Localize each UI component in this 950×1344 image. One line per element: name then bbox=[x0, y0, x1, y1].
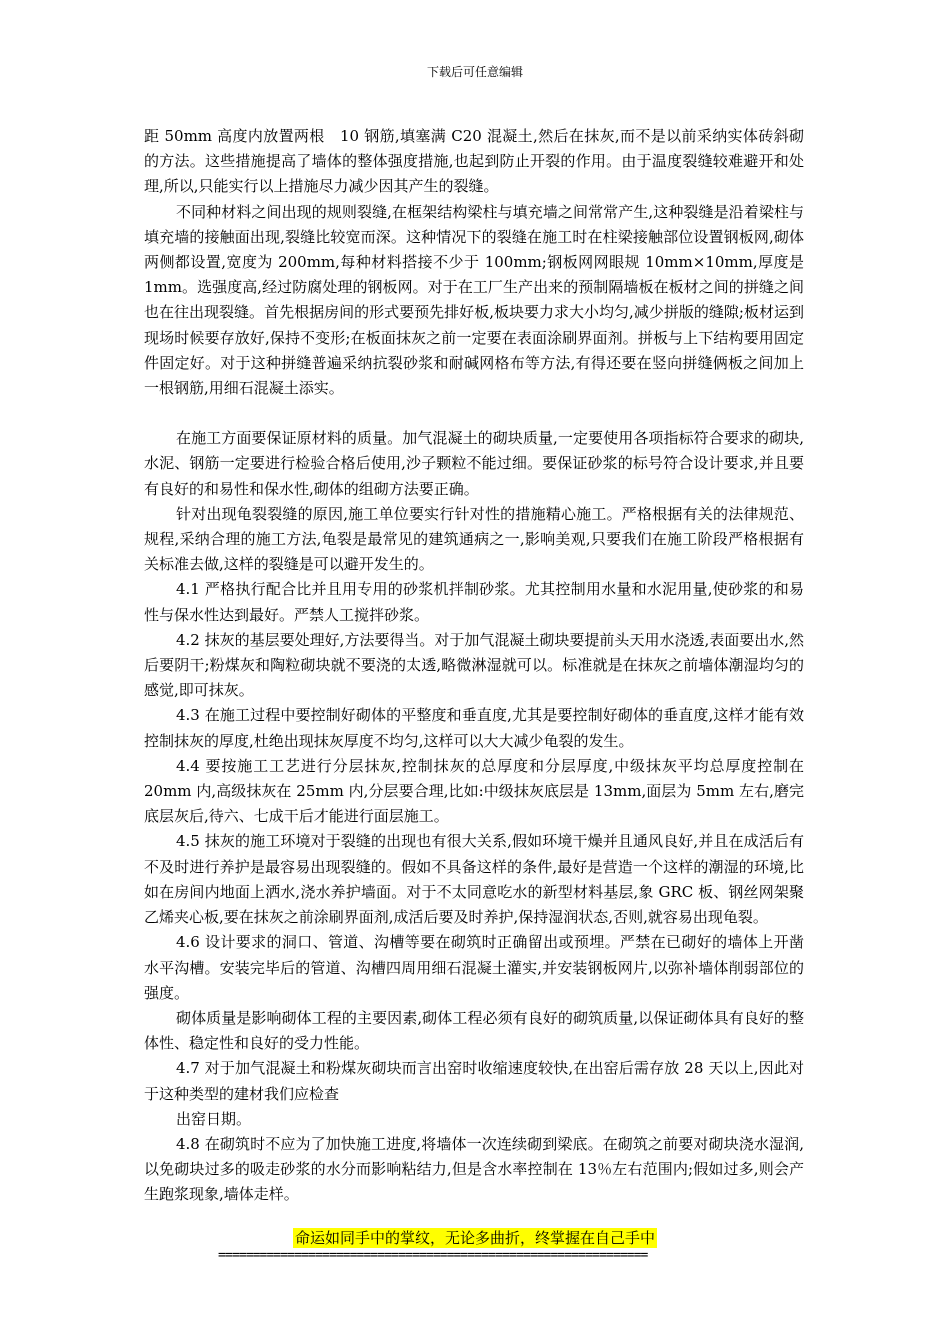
paragraph: 4.5 抹灰的施工环境对于裂缝的出现也有很大关系,假如环境干燥并且通风良好,并且在成活后有不及时进行养护是最容易出现裂缝的。假如不具备这样的条件,最好是营造一个这样的潮湿的环境,比如在房间内地面上洒水,浇水养护墙面。对于不太同意吃水的新型材料基层,象 GRC 板、钢丝网架聚乙烯夹心板,要在抹灰之前涂刷界面剂,成活后要及时养护,保持湿润状态,否则,就容易出现龟裂。 bbox=[144, 832, 804, 927]
paragraph: 距 50mm 高度内放置两根 10 钢筋,填塞满 C20 混凝土,然后在抹灰,而不是以前采纳实体砖斜砌的方法。这些措施提高了墙体的整体强度措施,也起到防止开裂的作用。由于温度裂缝较难避开和处理,所以,只能实行以上措施尽力减少因其产生的裂缝。 bbox=[144, 127, 804, 196]
paragraph: 4.2 抹灰的基层要处理好,方法要得当。对于加气混凝土砌块要提前头天用水浇透,表面要出水,然后要阴干;粉煤灰和陶粒砌块就不要浇的太透,略微淋湿就可以。标准就是在抹灰之前墙体潮湿均匀的感觉,即可抹灰。 bbox=[144, 630, 804, 700]
paragraph: 4.4 要按施工工艺进行分层抹灰,控制抹灰的总厚度和分层厚度,中级抹灰平均总厚度控制在 20mm 内,高级抹灰在 25mm 内,分层要合理,比如:中级抹灰底层是 13mm,面层为 5mm 左右,磨完底层灰后,待六、七成干后才能进行面层施工。 bbox=[144, 756, 804, 826]
paragraph: 4.7 对于加气混凝土和粉煤灰砌块而言出窑时收缩速度较快,在出窑后需存放 28 天以上,因此对于这种类型的建材我们应检查 bbox=[144, 1059, 804, 1103]
page-header: 下载后可任意编辑 bbox=[426, 65, 523, 79]
paragraph: 4.3 在施工过程中要控制好砌体的平整度和垂直度,尤其是要控制好砌体的垂直度,这样才能有效控制抹灰的厚度,杜绝出现抹灰厚度不均匀,这样可以大大减少龟裂的发生。 bbox=[144, 706, 804, 750]
paragraph: 不同种材料之间出现的规则裂缝,在框架结构梁柱与填充墙之间常常产生,这种裂缝是沿着梁柱与填充墙的接触面出现,裂缝比较宽而深。这种情况下的裂缝在施工时在柱梁接触部位设置钢板网,砌体两侧都设置,宽度为 200mm,每种材料搭接不少于 100mm;钢板网网眼规 10mm×10mm,厚度是 1mm。选强度高,经过防腐处理的钢板网。对于在工厂生产出来的预制隔墙板在板材之间的拼缝之间也在往出现裂缝。首先根据房间的形式要预先排好板,板块要力求大小均匀,减少拼版的缝隙;板材运到现场时候要存放好,保持不变形;在板面抹灰之前一定要在表面涂刷界面剂。拼板与上下结构要用固定件固定好。对于这种拼缝普遍采纳抗裂砂浆和耐碱网格布等方法,有得还要在竖向拼缝俩板之间加上一根钢筋,用细石混凝土添实。 bbox=[144, 202, 804, 398]
paragraph: 针对出现龟裂裂缝的原因,施工单位要实行针对性的措施精心施工。严格根据有关的法律规范、规程,采纳合理的施工方法,龟裂是最常见的建筑通病之一,影响美观,只要我们在施工阶段严格根据有关标准去做,这样的裂缝是可以避开发生的。 bbox=[144, 504, 804, 574]
paragraph: 出窑日期。 bbox=[176, 1109, 252, 1128]
footer-motto-wrap bbox=[0, 1228, 950, 1248]
paragraph: 4.6 设计要求的洞口、管道、沟槽等要在砌筑时正确留出或预埋。严禁在已砌好的墙体上开凿水平沟槽。安装完毕后的管道、沟槽四周用细石混凝土灌实,并安装钢板网片,以弥补墙体削弱部位的强度。 bbox=[144, 933, 804, 1002]
document-body bbox=[144, 124, 804, 1208]
footer-motto: 命运如同手中的掌纹，无论多曲折，终掌握在自己手中 bbox=[294, 1229, 655, 1247]
footer-rule: ============================================================== bbox=[218, 1248, 648, 1263]
paragraph: 4.1 严格执行配合比并且用专用的砂浆机拌制砂浆。尤其控制用水量和水泥用量,使砂浆的和易性与保水性达到最好。严禁人工搅拌砂浆。 bbox=[144, 580, 804, 624]
paragraph: 在施工方面要保证原材料的质量。加气混凝土的砌块质量,一定要使用各项指标符合要求的砌块,水泥、钢筋一定要进行检验合格后使用,沙子颗粒不能过细。要保证砂浆的标号符合设计要求,并且要有良好的和易性和保水性,砌体的组砌方法要正确。 bbox=[144, 429, 804, 498]
paragraph: 4.8 在砌筑时不应为了加快施工进度,将墙体一次连续砌到梁底。在砌筑之前要对砌块浇水湿润,以免砌块过多的吸走砂浆的水分而影响粘结力,但是含水率控制在 13％左右范围内;假如过多,则会产生跑浆现象,墙体走样。 bbox=[144, 1134, 804, 1204]
paragraph: 砌体质量是影响砌体工程的主要因素,砌体工程必须有良好的砌筑质量,以保证砌体具有良好的整体性、稳定性和良好的受力性能。 bbox=[144, 1008, 804, 1053]
